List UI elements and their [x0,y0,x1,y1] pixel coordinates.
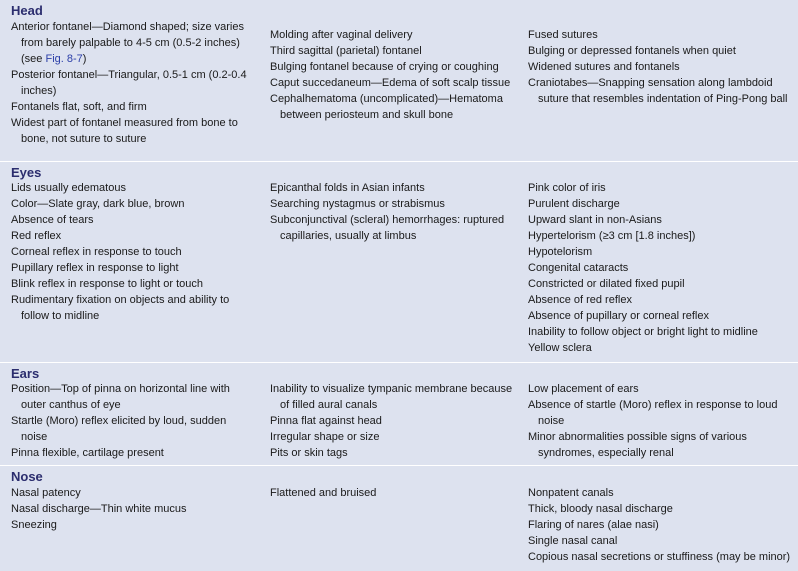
common-variations-column [270,485,520,501]
finding-line: Absence of red reflex [528,294,632,306]
finding-line: Fused sutures [528,29,598,41]
potential-signs-column [528,27,790,107]
finding-line: Hypotelorism [528,246,593,258]
finding-line: Lids usually edematous [11,182,126,194]
finding-line: Widened sutures and fontanels [528,61,680,73]
finding-line: Congenital cataracts [528,262,629,274]
section-eyes [0,161,798,363]
finding-line: Pits or skin tags [270,447,348,459]
finding-line: of filled aural canals [280,399,378,411]
finding-line: Third sagittal (parietal) fontanel [270,45,422,57]
finding-line: Craniotabes—Snapping sensation along lambdoid [528,77,773,89]
potential-signs-column [528,485,790,565]
finding-line: Constricted or dilated fixed pupil [528,278,685,290]
finding-line: outer canthus of eye [21,399,121,411]
common-variations-column [270,27,520,123]
section-head [0,0,798,161]
finding-line: Flattened and bruised [270,487,377,499]
finding-line: suture that resembles indentation of Ping-Pong ball [538,93,788,105]
finding-line: Inability to visualize tympanic membrane because [270,383,513,395]
finding-line: Epicanthal folds in Asian infants [270,182,425,194]
finding-line: Caput succedaneum—Edema of soft scalp tissue [270,77,511,89]
section-title: Eyes [11,165,42,180]
finding-line: Startle (Moro) reflex elicited by loud, sudden [11,415,227,427]
common-variations-column [270,180,520,244]
finding-line: Red reflex [11,230,62,242]
finding-line: Inability to follow object or bright light to midline [528,326,758,338]
finding-line: Fontanels flat, soft, and firm [11,101,147,113]
potential-signs-column [528,180,790,356]
finding-line: Minor abnormalities possible signs of various [528,431,747,443]
finding-line: capillaries, usually at limbus [280,230,417,242]
finding-line: Yellow sclera [528,342,592,354]
finding-line: Nasal discharge—Thin white mucus [11,503,187,515]
finding-line: Pink color of iris [528,182,606,194]
finding-line: Bulging fontanel because of crying or coughing [270,61,499,73]
finding-line [11,51,261,67]
finding-line: Pinna flexible, cartilage present [11,447,164,459]
normal-findings-column [11,19,261,147]
finding-line: Purulent discharge [528,198,620,210]
normal-findings-column [11,381,261,461]
finding-line: Rudimentary fixation on objects and ability to [11,294,230,306]
finding-line: Posterior fontanel—Triangular, 0.5-1 cm (0.2-0.4 [11,69,247,81]
finding-line: Flaring of nares (alae nasi) [528,519,659,531]
finding-line: Searching nystagmus or strabismus [270,198,445,210]
finding-line: Pupillary reflex in response to light [11,262,179,274]
finding-line: Nonpatent canals [528,487,614,499]
finding-line: Cephalhematoma (uncomplicated)—Hematoma [270,93,503,105]
finding-line: inches) [21,85,57,97]
potential-signs-column [528,381,790,461]
normal-findings-column [11,485,261,533]
finding-line: Thick, bloody nasal discharge [528,503,673,515]
section-title: Head [11,3,43,18]
finding-line: noise [21,431,48,443]
figure-reference-link[interactable]: (see Fig. 8-7) [21,53,87,65]
finding-line: Upward slant in non-Asians [528,214,662,226]
finding-line: Low placement of ears [528,383,639,395]
normal-findings-column [11,180,261,324]
finding-line: Corneal reflex in response to touch [11,246,182,258]
finding-line: Position—Top of pinna on horizontal line with [11,383,230,395]
common-variations-column [270,381,520,461]
finding-line: Hypertelorism (≥3 cm [1.8 inches]) [528,230,696,242]
finding-line: follow to midline [21,310,100,322]
finding-line: Absence of pupillary or corneal reflex [528,310,709,322]
finding-line: Single nasal canal [528,535,618,547]
finding-line: between periosteum and skull bone [280,109,454,121]
finding-line: Pinna flat against head [270,415,382,427]
finding-line: Sneezing [11,519,57,531]
finding-line: Copious nasal secretions or stuffiness (may be minor) [528,551,791,563]
finding-line: Irregular shape or size [270,431,380,443]
section-title: Nose [11,469,43,484]
finding-line: syndromes, especially renal [538,447,674,459]
section-ears [0,362,798,466]
section-nose [0,465,798,571]
finding-line: Blink reflex in response to light or touch [11,278,203,290]
finding-line: Bulging or depressed fontanels when quiet [528,45,736,57]
finding-line: Color—Slate gray, dark blue, brown [11,198,185,210]
finding-line: Subconjunctival (scleral) hemorrhages: ruptured [270,214,505,226]
section-title: Ears [11,366,40,381]
finding-line: Absence of tears [11,214,94,226]
finding-line: Nasal patency [11,487,81,499]
finding-line: Molding after vaginal delivery [270,29,413,41]
finding-line: Absence of startle (Moro) reflex in response to loud [528,399,778,411]
finding-line: Widest part of fontanel measured from bone to [11,117,238,129]
finding-line: bone, not suture to suture [21,133,147,145]
finding-line: Anterior fontanel—Diamond shaped; size varies [11,21,244,33]
finding-line: noise [538,415,565,427]
finding-line: from barely palpable to 4-5 cm (0.5-2 inches) [21,37,240,49]
